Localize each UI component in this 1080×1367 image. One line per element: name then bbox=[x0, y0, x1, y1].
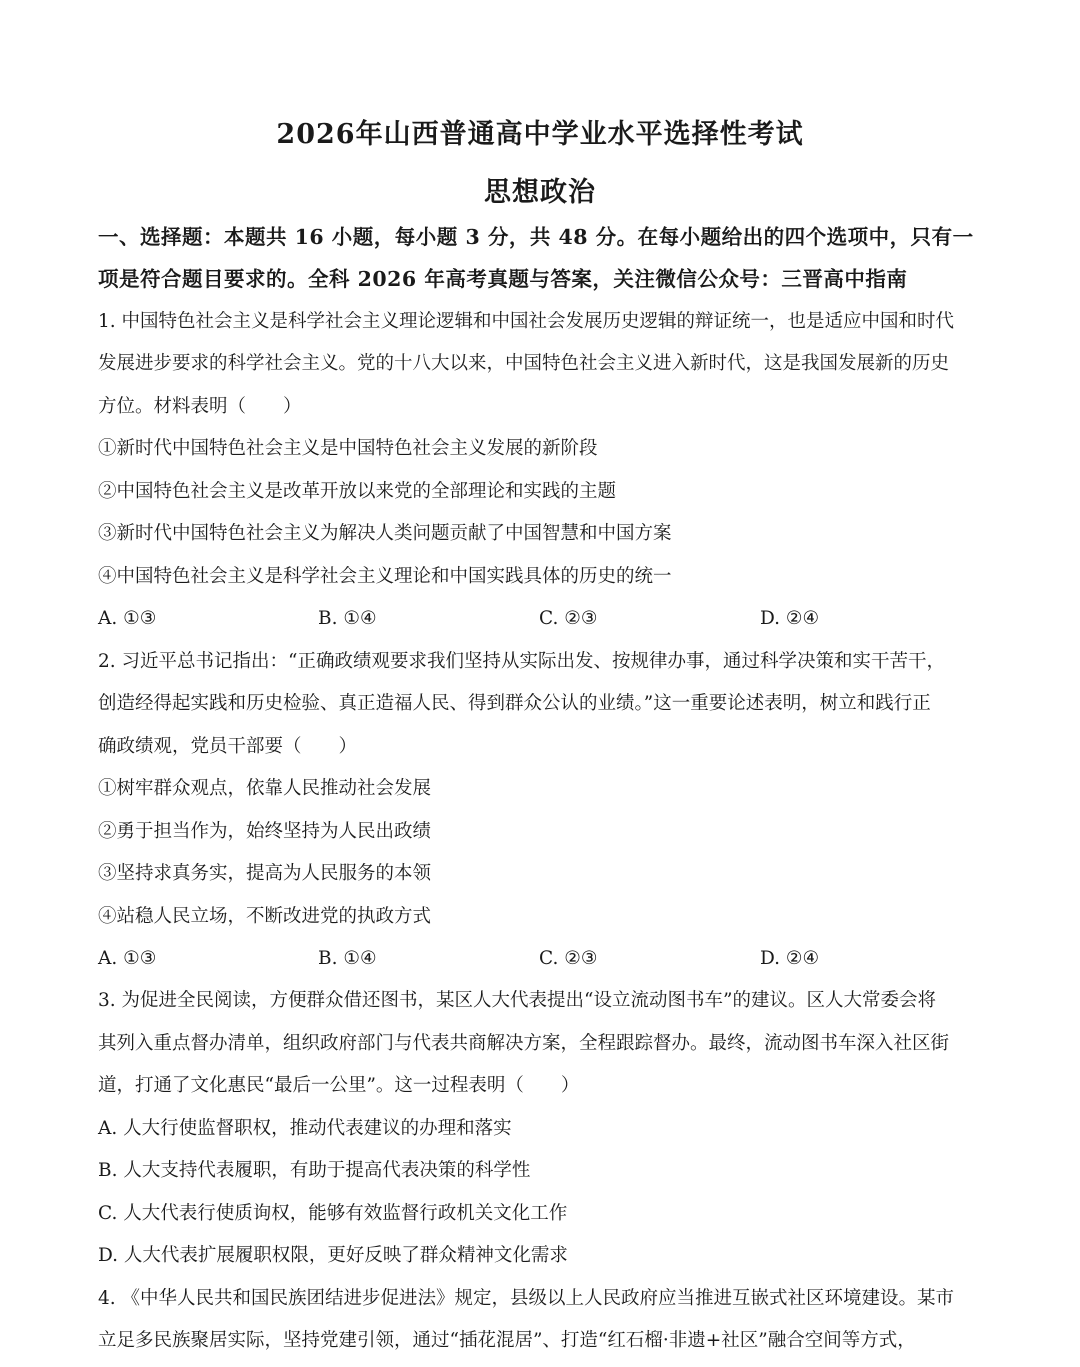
q1-stem-line-2: 发展进步要求的科学社会主义。党的十八大以来，中国特色社会主义进入新时代，这是我国发展新的历史 bbox=[98, 353, 950, 374]
q1-statement-3: ③新时代中国特色社会主义为解决人类问题贡献了中国智慧和中国方案 bbox=[98, 523, 672, 544]
q2-option-b: B. ①④ bbox=[318, 948, 377, 969]
q2-statement-1: ①树牢群众观点，依靠人民推动社会发展 bbox=[98, 778, 432, 799]
instructions-line-1: 一、选择题：本题共 16 小题，每小题 3 分，共 48 分。在每小题给出的四个选项中，只有一 bbox=[98, 225, 974, 249]
q3-option-d: D. 人大代表扩展履职权限，更好反映了群众精神文化需求 bbox=[98, 1245, 568, 1266]
exam-title: 2026年山西普通高中学业水平选择性考试 bbox=[276, 119, 804, 150]
q4-stem-line-2: 立足多民族聚居实际，坚持党建引领，通过“插花混居”、打造“红石榴·非遗+社区”融合空间等方式， bbox=[98, 1330, 916, 1351]
q3-stem-line-3: 道，打通了文化惠民“最后一公里”。这一过程表明（ ） bbox=[98, 1075, 580, 1096]
subject-title: 思想政治 bbox=[484, 177, 596, 208]
q2-stem-line-1: 2. 习近平总书记指出：“正确政绩观要求我们坚持从实际出发、按规律办事，通过科学决策和实干苦干， bbox=[98, 651, 945, 672]
q2-option-d: D. ②④ bbox=[760, 948, 820, 969]
q1-statement-2: ②中国特色社会主义是改革开放以来党的全部理论和实践的主题 bbox=[98, 481, 617, 502]
q3-option-c: C. 人大代表行使质询权，能够有效监督行政机关文化工作 bbox=[98, 1203, 568, 1224]
q1-option-c: C. ②③ bbox=[539, 608, 598, 629]
q2-stem-line-2: 创造经得起实践和历史检验、真正造福人民、得到群众公认的业绩。”这一重要论述表明，树立和践行正 bbox=[98, 693, 931, 714]
q2-statement-2: ②勇于担当作为，始终坚持为人民出政绩 bbox=[98, 821, 432, 842]
q4-stem-line-1: 4. 《中华人民共和国民族团结进步促进法》规定，县级以上人民政府应当推进互嵌式社区环境建设。某市 bbox=[98, 1288, 955, 1309]
q3-option-a: A. 人大行使监督职权，推动代表建议的办理和落实 bbox=[98, 1118, 512, 1139]
q2-option-c: C. ②③ bbox=[539, 948, 598, 969]
q2-statement-3: ③坚持求真务实，提高为人民服务的本领 bbox=[98, 863, 432, 884]
q1-option-b: B. ①④ bbox=[318, 608, 377, 629]
q1-option-a: A. ①③ bbox=[98, 608, 157, 629]
q3-option-b: B. 人大支持代表履职，有助于提高代表决策的科学性 bbox=[98, 1160, 531, 1181]
q3-stem-line-2: 其列入重点督办清单，组织政府部门与代表共商解决方案，全程跟踪督办。最终，流动图书车深入社区街 bbox=[98, 1033, 950, 1054]
q3-stem-line-1: 3. 为促进全民阅读，方便群众借还图书，某区人大代表提出“设立流动图书车”的建议。区人大常委会将 bbox=[98, 990, 936, 1011]
q1-stem-line-1: 1. 中国特色社会主义是科学社会主义理论逻辑和中国社会发展历史逻辑的辩证统一，也是适应中国和时代 bbox=[98, 311, 955, 332]
q2-statement-4: ④站稳人民立场，不断改进党的执政方式 bbox=[98, 906, 432, 927]
q1-stem-line-3: 方位。材料表明（ ） bbox=[98, 396, 302, 417]
q1-option-d: D. ②④ bbox=[760, 608, 820, 629]
instructions-line-2: 项是符合题目要求的。全科 2026 年高考真题与答案，关注微信公众号：三晋高中指南 bbox=[98, 267, 908, 291]
q2-option-a: A. ①③ bbox=[98, 948, 157, 969]
q1-statement-1: ①新时代中国特色社会主义是中国特色社会主义发展的新阶段 bbox=[98, 438, 598, 459]
q2-stem-line-3: 确政绩观，党员干部要（ ） bbox=[98, 736, 358, 757]
q1-statement-4: ④中国特色社会主义是科学社会主义理论和中国实践具体的历史的统一 bbox=[98, 566, 672, 587]
